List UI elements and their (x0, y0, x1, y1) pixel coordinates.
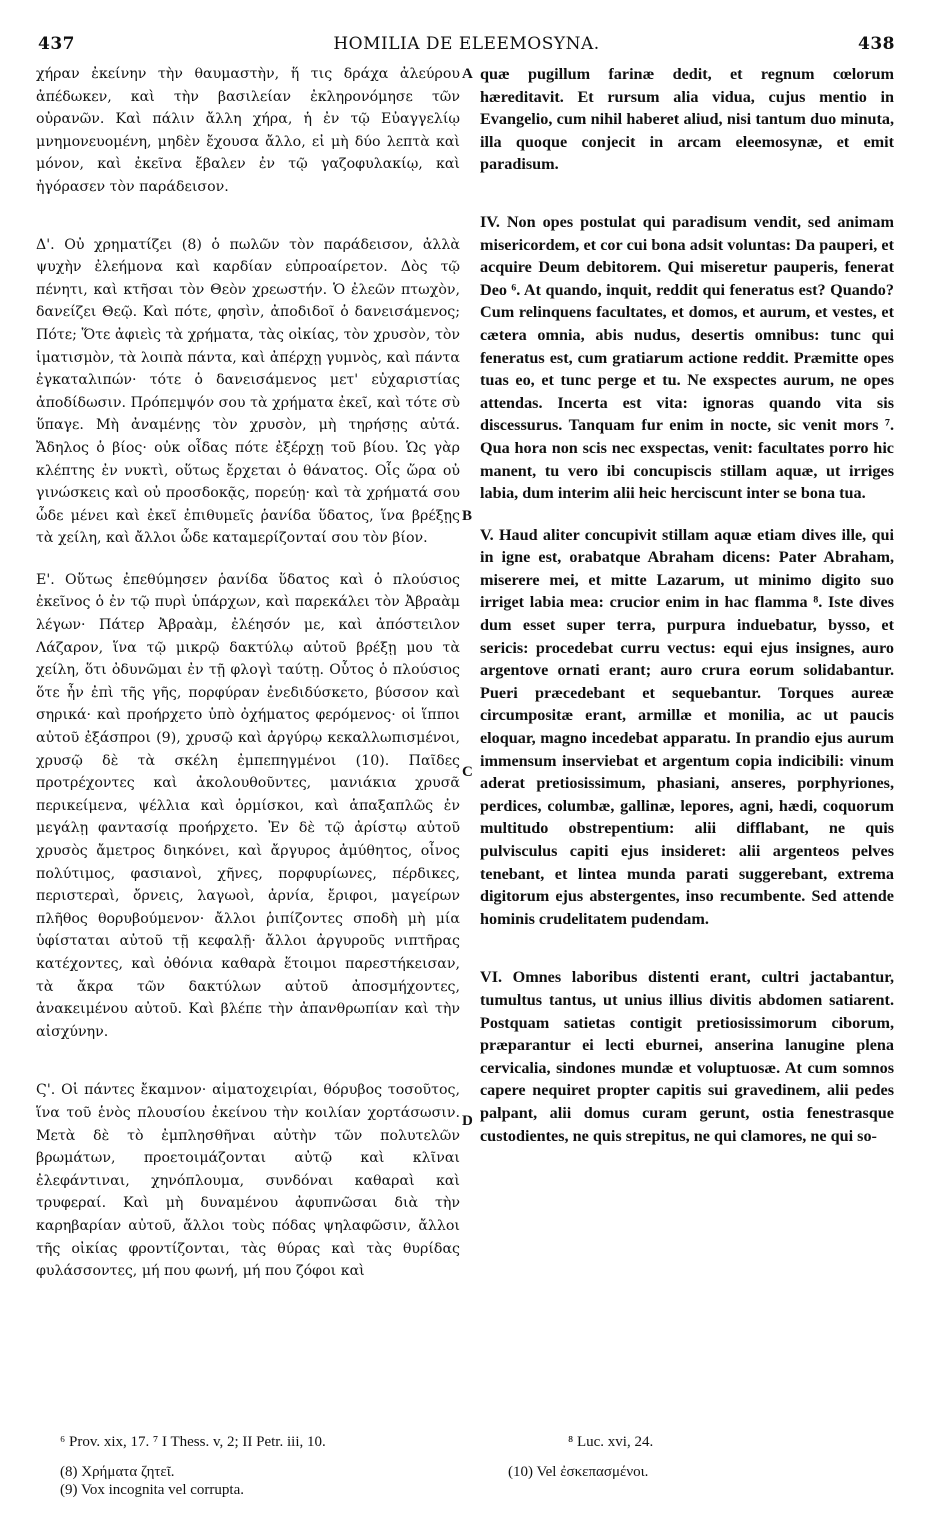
running-title: HOMILIA DE ELEEMOSYNA. (333, 34, 600, 54)
section-marker-c: C (462, 764, 473, 780)
greek-paragraph-6: Ϛ'. Οἱ πάντες ἔκαμνον· αἱματοχειρίαι, θόρυβος τοσοῦτος, ἵνα τοῦ ἑνὸς πλουσίου ἐκείνου τὴν κοιλίαν χορτάσωσιν. Μετὰ δὲ τὸ ἐμπλησθῆναι αὐτὴν τῶν πολυτελῶν βρωμάτων, προετοιμάζονται αὐτῷ καὶ κλῖναι ἐλεφάντιναι, χηνόπλουμα, συνδόναι καθαραὶ καὶ τρυφεραί. Καὶ μὴ δυναμένου ἀφυπνῶσαι διὰ τὴν καρηβαρίαν αὐτοῦ, ἄλλοι τοὺς πόδας ψηλαφῶσιν, ἄλλοι τῆς οἰκίας φροντίζονται, τὰς θύρας καὶ τὰς θυρίδας φυλάσσοντες, μή που φωνή, μή που ζόφοι καὶ (36, 1082, 460, 1280)
note-10: (10) Vel ἐσκεπασμένοι. (508, 1464, 649, 1480)
section-marker-a: A (462, 66, 473, 82)
scripture-refs-left: ⁶ Prov. xix, 17. ⁷ I Thess. v, 2; II Petr. iii, 10. (60, 1434, 326, 1450)
page-number-left: 437 (38, 34, 75, 54)
section-marker-b: B (462, 508, 473, 524)
latin-paragraph-5: V. Haud aliter concupivit stillam aquæ etiam dives ille, qui in igne est, orabatque Abraham dicens: Pater Abraham, miserere mei, et mitte Lazarum, ut minimo digito suo irriget labia mea: crucior enim in hac flamma ⁸. Iste dives dum esset super terra, purpura induebatur, bysso, et sericis: procedebat curru vectus: equi ejus insignes, auro argentove ornati erant; auro crura eorum solidabantur. Pueri præcedebant et sequebantur. Torques aureæ circumpositæ erant, armillæ et monilia, ac ut paucis eloquar, magno incedebat apparatu. In prandio ejus aurum immensum inserviebat et argentum copia indicibili: vinum aderat pretiosissimum, phasiani, anseres, porphyriones, perdices, columbæ, gallinæ, lepores, agni, hædi, coquorum multitudo obstrepentium: alii difflabant, ne quis pulvisculus capiti ejus insideret: alii argenteos pelves tenebant, et lintea munda parati suggerebant, extrema digitorum ejus abstergentes, inso recumbente. Sed attende hominis crudelitatem pudendam. (480, 525, 894, 928)
greek-column (36, 63, 460, 1283)
editor-notes-row-2 (38, 1481, 895, 1499)
latin-paragraph-1: quæ pugillum farinæ dedit, et regnum cœlorum hæreditavit. Et rursum alia vidua, cujus mentio in Evangelio, cum nihil haberet aliud, nisi tantum duo minuta, illa quoque conjecit in arcam eleemosynæ, et emit paradisum. (480, 65, 894, 174)
note-8: (8) Χρήματα ζητεῖ. (60, 1464, 175, 1480)
page-number-right: 438 (858, 34, 895, 54)
scripture-references (38, 1433, 895, 1455)
running-header (38, 34, 895, 60)
greek-paragraph-4: Δ'. Οὐ χρηματίζει (8) ὁ πωλῶν τὸν παράδεισον, ἀλλὰ ψυχὴν ἐλεήμονα καὶ καρδίαν εὐπροαίρετον. Δὸς τῷ πένητι, καὶ κτῆσαι τὸν Θεὸν χρεωστήν. Ὁ ἐλεῶν πτωχὸν, δανείζει Θεῷ. Καὶ πότε, φησὶν, ἀποδιδοῖ ὁ δανεισάμενος; Πότε; Ὅτε ἀφιεὶς τὰ χρήματα, τὰς οἰκίας, τὸν χρυσὸν, τὸν ἱματισμὸν, τὰ λοιπὰ πάντα, καὶ ἀπέρχῃ γυμνὸς, καὶ πάντα ἐγκαταλιπών· τότε ὁ δανεισάμενος μετ' εὐχαριστίας ἀποδίδωσιν. Πρόπεμψόν σου τὰ χρήματα ἐκεῖ, καὶ τότε σὺ ὕπαγε. Μὴ ἀναμένῃς τὸν χρυσὸν, μὴ τηρήσῃς αὐτά. Ἄδηλος ὁ βίος· οὐκ οἶδας πότε ἐξέρχῃ τοῦ βίου. Ὡς γὰρ κλέπτης ἐν νυκτὶ, οὕτως ἔρχεται ὁ θάνατος. Οἷς ὥρα οὐ γινώσκεις καὶ οὐ προσδοκᾷς, πορεύῃ· καὶ τὰ χρήματά σου ὧδε μένει καὶ ἐκεῖ ἐπιθυμεῖς ῥανίδα ὕδατος, ἵνα βρέξῃς τὰ χείλη, καὶ ἄλλοι ὧδε καταμερίζονταί σου τὸν βίον. (36, 236, 460, 547)
latin-column (480, 63, 894, 1147)
latin-paragraph-6: VI. Omnes laboribus distenti erant, cultri jactabantur, tumultus tantus, ut unius illius divitis abdomen satiarent. Postquam satietas contigit pretiosissimorum ciborum, præparantur ei lecti eburnei, anserina lanugine plena cervicalia, sindones mundæ et voluptuosæ. At cum somnos capere nequiret propter capitis sui gravedinem, alii pedes palpant, alii domus curam gerunt, ostia fenestrasque custodientes, ne quis strepitus, ne qui clamores, ne qui so- (480, 968, 894, 1145)
greek-paragraph-5: Ε'. Οὕτως ἐπεθύμησεν ῥανίδα ὕδατος καὶ ὁ πλούσιος ἐκεῖνος ὁ ἐν τῷ πυρὶ ὑπάρχων, καὶ παρεκάλει τὸν Ἀβραὰμ λέγων· Πάτερ Ἀβραὰμ, ἐλέησόν με, καὶ ἀπόστειλον Λάζαρον, ἵνα τῷ μικρῷ δακτύλῳ αὐτοῦ βρέξῃ μου τὰ χείλη, ὅτι ὀδυνῶμαι ἐν τῇ φλογὶ ταύτῃ. Οὗτος ὁ πλούσιος ὅτε ἦν ἐπὶ τῆς γῆς, πορφύραν ἐνεδιδύσκετο, βύσσον καὶ σηρικά· καὶ προήρχετο ὑπὸ ὀχήματος φερόμενος· οἱ ἵπποι αὐτοῦ ἐξάσπροι (9), χρυσῷ καὶ ἀργύρῳ κεκαλλωπισμένοι, χρυσῷ δὲ τὰ σκέλη ἐμπεπηγμένοι (10). Παῖδες προτρέχοντες καὶ ἀκολουθοῦντες, μανιάκια χρυσᾶ περικείμενα, ψέλλια καὶ ὁρμίσκοι, καὶ ἁπαξαπλῶς ἐν μεγάλῃ φαντασίᾳ προήρχετο. Ἐν δὲ τῷ ἀρίστῳ αὐτοῦ χρυσὸς ἄμετρος διηκόνει, καὶ ἄργυρος ἀμύθητος, οἶνος πολύτιμος, φασιανοὶ, χῆνες, πορφυρίωνες, πέρδικες, περιστεραὶ, ὄρνεις, λαγωοὶ, ἀρνία, ἔριφοι, μαγείρων πλῆθος θορυβούμενον· ἄλλοι ῥιπίζοντες σποδὴ μὴ μία ὑφίσταται αὐτοῦ τῇ κεφαλῇ· ἄλλοι ἀργυροῦς νιπτῆρας κατέχοντες, καὶ ὀθόνια καθαρὰ ἕτοιμοι παρεστήκεισαν, τὰ ἄκρα τῶν δακτύλων αὐτοῦ ἀποσμήχοντες, ἀνακειμένου αὐτοῦ. Καὶ βλέπε τὴν ἀπανθρωπίαν καὶ τὴν αἰσχύνην. (36, 571, 460, 1040)
note-9: (9) Vox incognita vel corrupta. (60, 1482, 244, 1498)
editor-notes-row (38, 1463, 895, 1481)
footnotes (38, 1433, 895, 1499)
scripture-refs-right: ⁸ Luc. xvi, 24. (568, 1434, 654, 1450)
latin-paragraph-4: IV. Non opes postulat qui paradisum vendit, sed animam misericordem, et cor cui bona adsit voluntas: Da pauperi, et acquire Deum debitorem. Qui miseretur pauperis, fenerat Deo ⁶. At quando, inquit, reddit qui feneratus est? Quando? Cum relinquens facultates, et domos, et aurum, et vestes, et cætera omnia, abis nudus, desertis omnibus: tunc qui feneratus est, cum gratiarum actione reddit. Præmitte opes tuas eo, et tunc perge et tu. Ne exspectes aurum, ne opes attendas. Incerta est vita: ignoras quando vita sis discessurus. Tanquam fur enim in nocte, sic venit mors ⁷. Qua hora non scis nec exspectas, venit: facultates porro hic manent, tu vero ibi concupiscis stillam aquæ, ut irriges labia, dum interim alii heic herciscunt inter se bona tua. (480, 212, 894, 503)
greek-paragraph-1: χήραν ἐκείνην τὴν θαυμαστὴν, ἥ τις δράχα ἀλεύρου ἀπέδωκεν, καὶ τὴν βασιλείαν ἐκληρονόμησε τῶν οὐρανῶν. Καὶ πάλιν ἄλλη χήρα, ἡ ἐν τῷ Εὐαγγελίῳ μνημονευομένη, μηδὲν ἔχουσα ἄλλο, εἰ μὴ δύο λεπτὰ καὶ μόνον, καὶ ἐκεῖνα ἔβαλεν ἐν τῷ γαζοφυλακίῳ, καὶ ἠγόρασεν τὸν παράδεισον. (36, 66, 460, 195)
section-marker-d: D (462, 1113, 473, 1129)
